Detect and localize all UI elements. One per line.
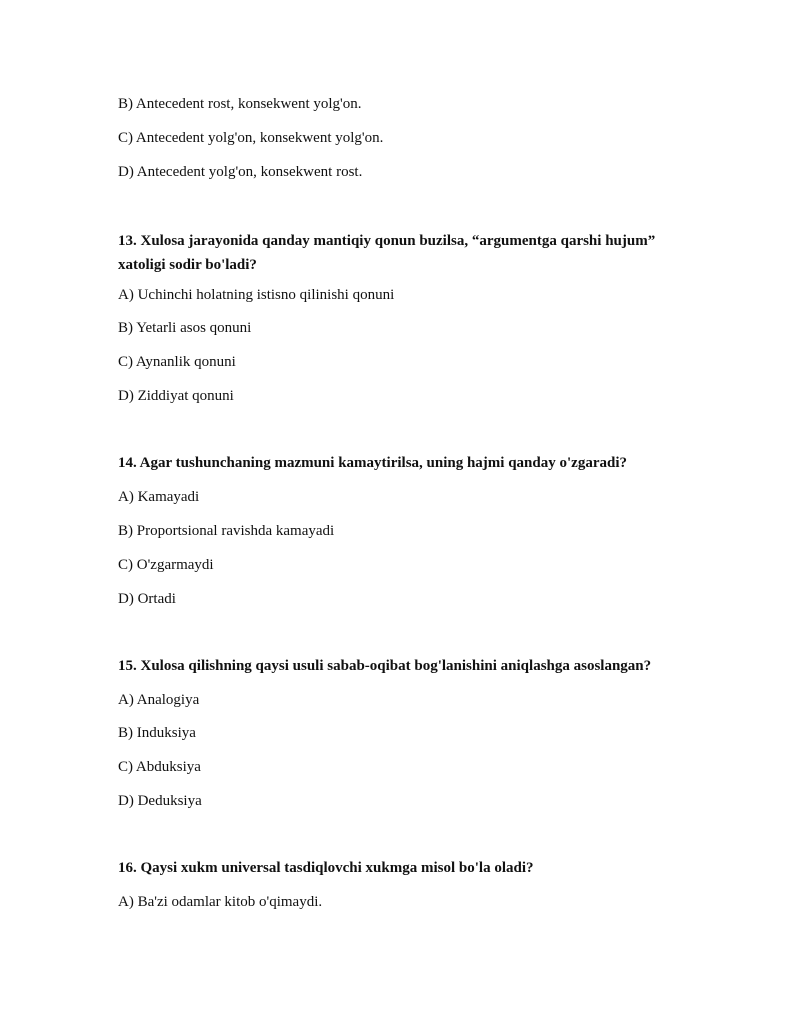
question-13: 13. Xulosa jarayonida qanday mantiqiy qonun buzilsa, “argumentga qarshi hujum” xatoligi sodir bo'ladi? (118, 233, 656, 273)
q14-option-c: C) O'zgarmaydi (118, 557, 214, 573)
question-16: 16. Qaysi xukm universal tasdiqlovchi xukmga misol bo'la oladi? (118, 860, 534, 876)
option-b: B) Antecedent rost, konsekwent yolg'on. (118, 96, 362, 112)
option-c: C) Antecedent yolg'on, konsekwent yolg'on. (118, 130, 384, 146)
q14-option-a: A) Kamayadi (118, 489, 200, 505)
q13-option-c: C) Aynanlik qonuni (118, 354, 236, 370)
q15-option-d: D) Deduksiya (118, 793, 202, 809)
option-d: D) Antecedent yolg'on, konsekwent rost. (118, 164, 363, 180)
q15-option-c: C) Abduksiya (118, 759, 201, 775)
q13-option-a: A) Uchinchi holatning istisno qilinishi qonuni (118, 287, 395, 303)
q13-option-b: B) Yetarli asos qonuni (118, 320, 252, 336)
q15-option-b: B) Induksiya (118, 725, 196, 741)
question-15: 15. Xulosa qilishning qaysi usuli sabab-oqibat bog'lanishini aniqlashga asoslangan? (118, 658, 652, 674)
question-14: 14. Agar tushunchaning mazmuni kamaytirilsa, uning hajmi qanday o'zgaradi? (118, 455, 627, 471)
q16-option-a: A) Ba'zi odamlar kitob o'qimaydi. (118, 894, 323, 910)
q15-option-a: A) Analogiya (118, 692, 200, 708)
q13-option-d: D) Ziddiyat qonuni (118, 388, 234, 404)
q14-option-b: B) Proportsional ravishda kamayadi (118, 523, 335, 539)
q14-option-d: D) Ortadi (118, 591, 176, 607)
